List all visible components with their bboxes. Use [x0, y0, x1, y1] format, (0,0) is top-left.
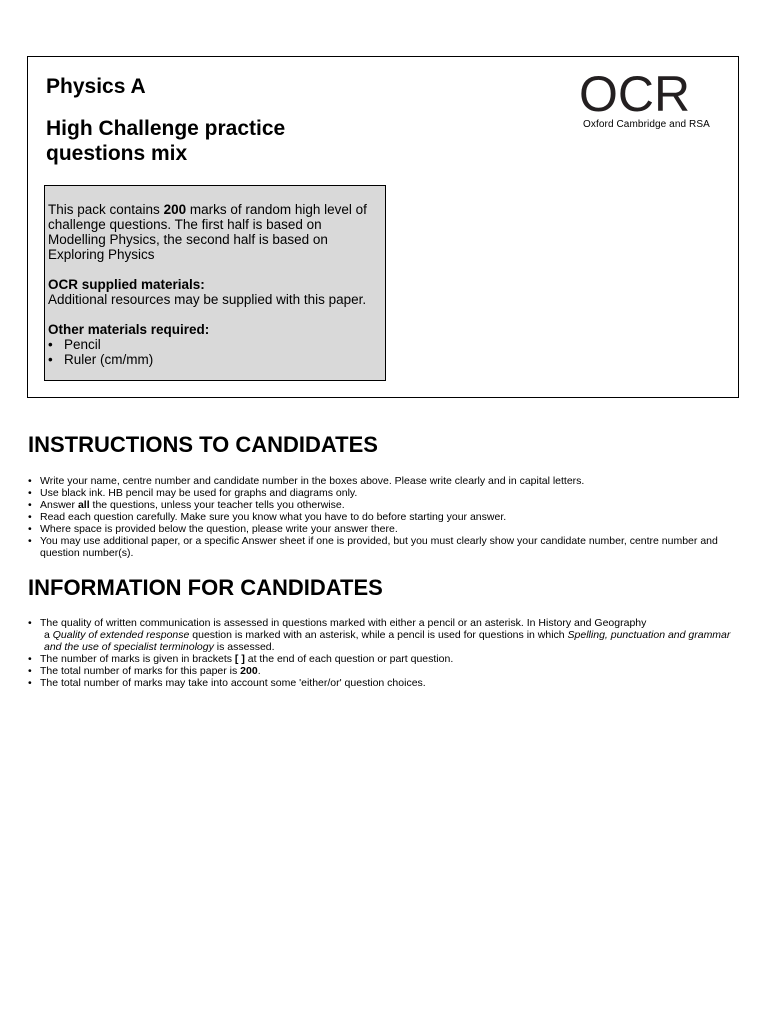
- cover-frame: [27, 56, 739, 398]
- list-item: • Read each question carefully. Make sure you know what you have to do before starting your answer.: [28, 511, 743, 523]
- supplied-heading: OCR supplied materials:: [48, 277, 205, 292]
- required-list: [48, 337, 382, 367]
- list-item: • Answer all the questions, unless your teacher tells you otherwise.: [28, 499, 743, 511]
- information-heading: INFORMATION FOR CANDIDATES: [28, 575, 383, 600]
- list-item: • Write your name, centre number and candidate number in the boxes above. Please write clearly and in capital letters.: [28, 475, 743, 487]
- svg-text:OCR: OCR: [579, 71, 691, 117]
- ocr-logo-icon: [579, 71, 719, 117]
- logo-subtitle: Oxford Cambridge and RSA: [583, 119, 710, 130]
- materials-box: [44, 185, 386, 381]
- list-item: • Pencil: [48, 337, 382, 352]
- subject-title: Physics A: [46, 75, 146, 98]
- instructions-list: [28, 475, 743, 559]
- instructions-heading: INSTRUCTIONS TO CANDIDATES: [28, 432, 378, 457]
- list-item: • Where space is provided below the question, please write your answer there.: [28, 523, 743, 535]
- list-item: • Ruler (cm/mm): [48, 352, 382, 367]
- list-item: • The total number of marks may take into account some 'either/or' question choices.: [28, 677, 743, 689]
- information-list: [28, 617, 743, 689]
- list-item: • The quality of written communication is assessed in questions marked with either a pencil or an asterisk. In History and Geography a Quality of extended response question is marked with an asterisk, while a pencil is used for questions in which Spelling, punctuation and grammar and the use of specialist terminology is assessed.: [28, 617, 743, 653]
- paper-title: High Challenge practice questions mix: [46, 117, 286, 165]
- supplied-text: Additional resources may be supplied with this paper.: [48, 292, 367, 307]
- required-heading: Other materials required:: [48, 322, 210, 337]
- ocr-logo: [579, 71, 719, 130]
- list-item: • Use black ink. HB pencil may be used for graphs and diagrams only.: [28, 487, 743, 499]
- list-item: • The total number of marks for this paper is 200.: [28, 665, 743, 677]
- pack-intro: This pack contains 200 marks of random high level of challenge questions. The first half is based on Modelling Physics, the second half is based on Exploring Physics: [48, 202, 367, 262]
- list-item: • You may use additional paper, or a specific Answer sheet if one is provided, but you must clearly show your candidate number, centre number and question number(s).: [28, 535, 743, 559]
- list-item: • The number of marks is given in brackets [ ] at the end of each question or part question.: [28, 653, 743, 665]
